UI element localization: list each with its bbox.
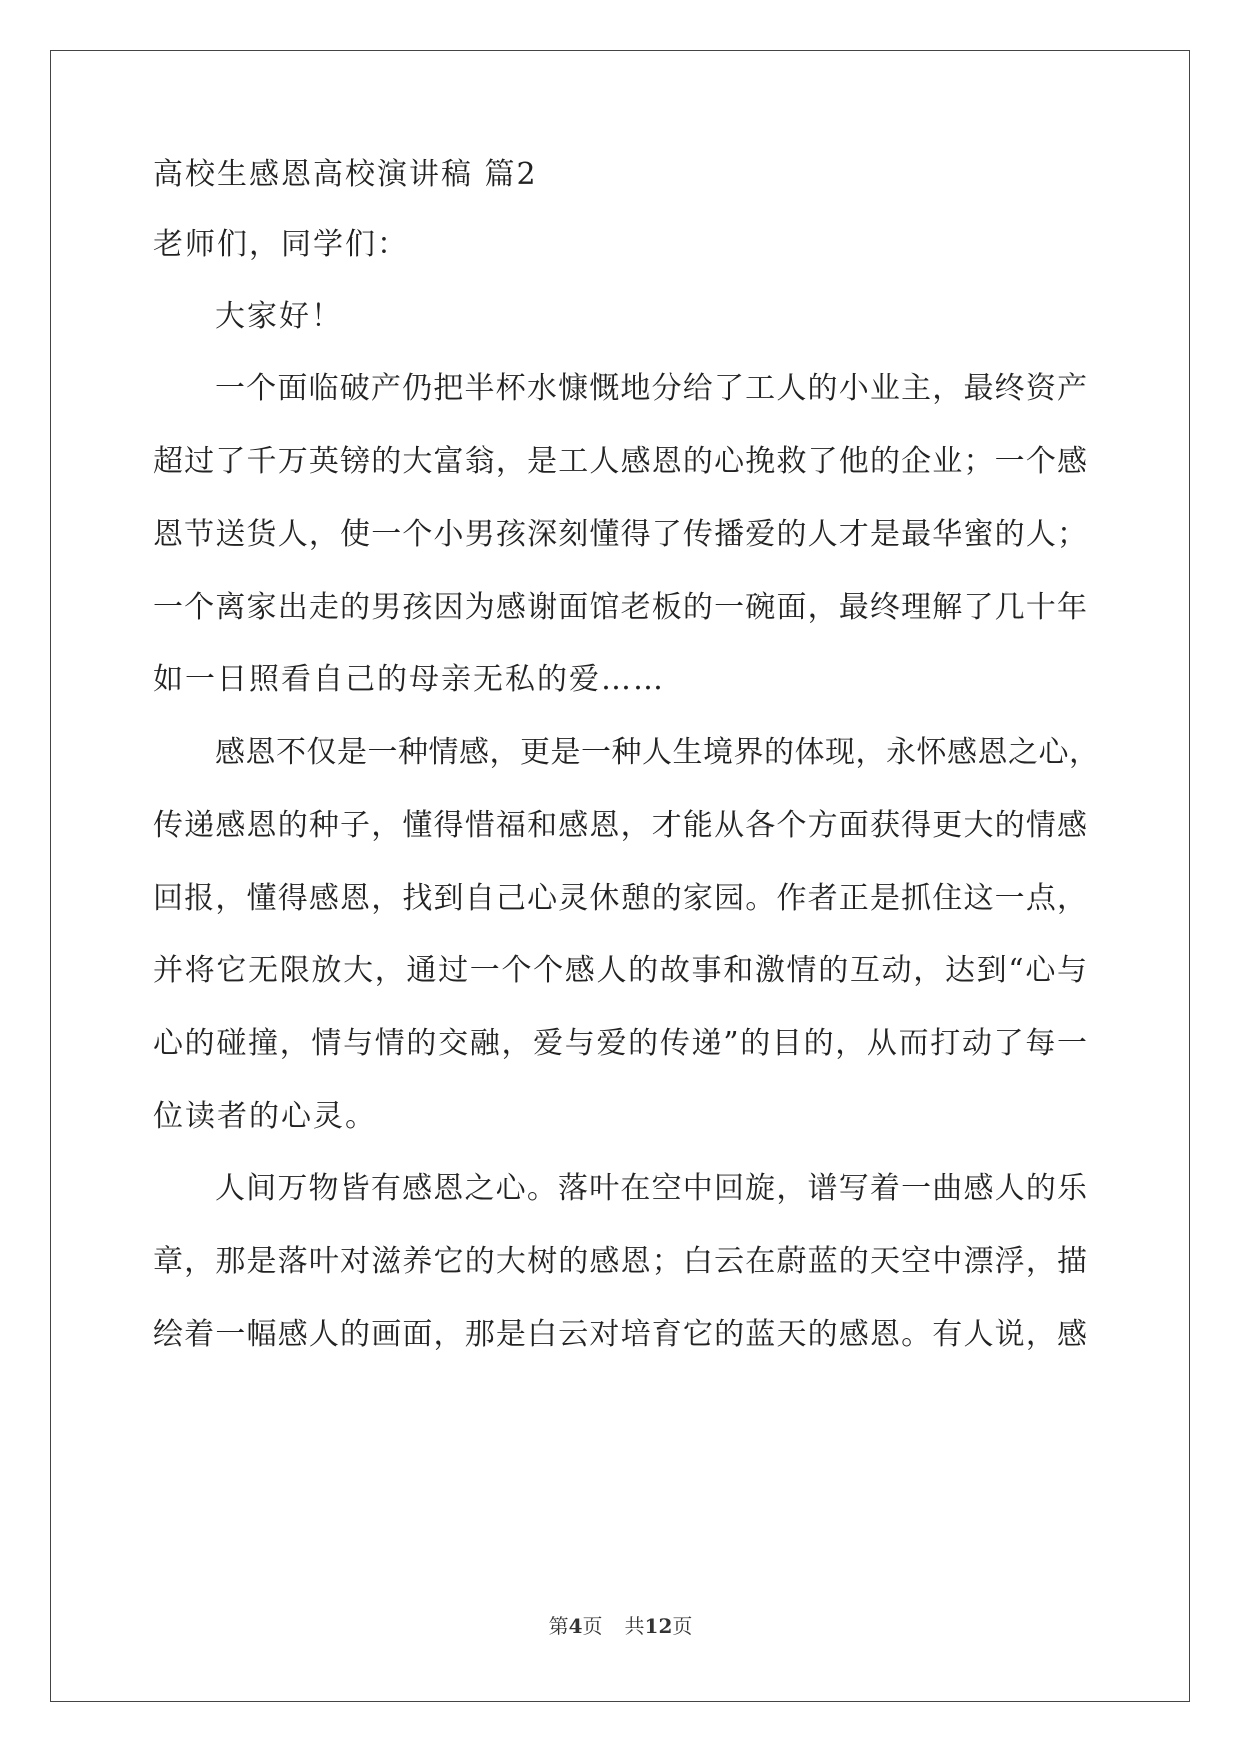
body-line: 感恩不仅是一种情感，更是一种人生境界的体现，永怀感恩之心， <box>215 735 1099 770</box>
body-line: 并将它无限放大，通过一个个感人的故事和激情的互动，达到“心与 <box>153 953 1087 988</box>
body-line: 传递感恩的种子，懂得惜福和感恩，才能从各个方面获得更大的情感 <box>153 808 1087 843</box>
body-line: 恩节送货人，使一个小男孩深刻懂得了传播爱的人才是最华蜜的人； <box>153 517 1087 552</box>
page-label-suffix: 页 <box>582 1614 603 1638</box>
body-line: 超过了千万英镑的大富翁，是工人感恩的心挽救了他的企业；一个感 <box>153 444 1087 479</box>
section-title: 高校生感恩高校演讲稿 篇2 <box>153 157 538 192</box>
salutation: 老师们，同学们： <box>153 227 409 262</box>
body-line: 章，那是落叶对滋养它的大树的感恩；白云在蔚蓝的天空中漂浮，描 <box>153 1244 1087 1279</box>
body-line: 位读者的心灵。 <box>153 1099 377 1134</box>
page-label-prefix: 第 <box>548 1614 569 1638</box>
page-footer <box>0 1614 1241 1638</box>
body-line: 如一日照看自己的母亲无私的爱…… <box>153 662 665 697</box>
total-label-prefix: 共 <box>624 1614 645 1638</box>
total-pages: 12 <box>644 1614 673 1638</box>
page-number: 4 <box>568 1614 583 1638</box>
body-line: 心的碰撞，情与情的交融，爱与爱的传递”的目的，从而打动了每一 <box>153 1026 1087 1061</box>
greeting: 大家好！ <box>215 299 343 334</box>
body-line: 一个离家出走的男孩因为感谢面馆老板的一碗面，最终理解了几十年 <box>153 590 1087 625</box>
body-line: 一个面临破产仍把半杯水慷慨地分给了工人的小业主，最终资产 <box>215 371 1087 406</box>
body-line: 绘着一幅感人的画面，那是白云对培育它的蓝天的感恩。有人说，感 <box>153 1317 1087 1352</box>
body-line: 人间万物皆有感恩之心。落叶在空中回旋，谱写着一曲感人的乐 <box>215 1171 1087 1206</box>
body-line: 回报，懂得感恩，找到自己心灵休憩的家园。作者正是抓住这一点， <box>153 881 1087 916</box>
total-label-suffix: 页 <box>672 1614 693 1638</box>
